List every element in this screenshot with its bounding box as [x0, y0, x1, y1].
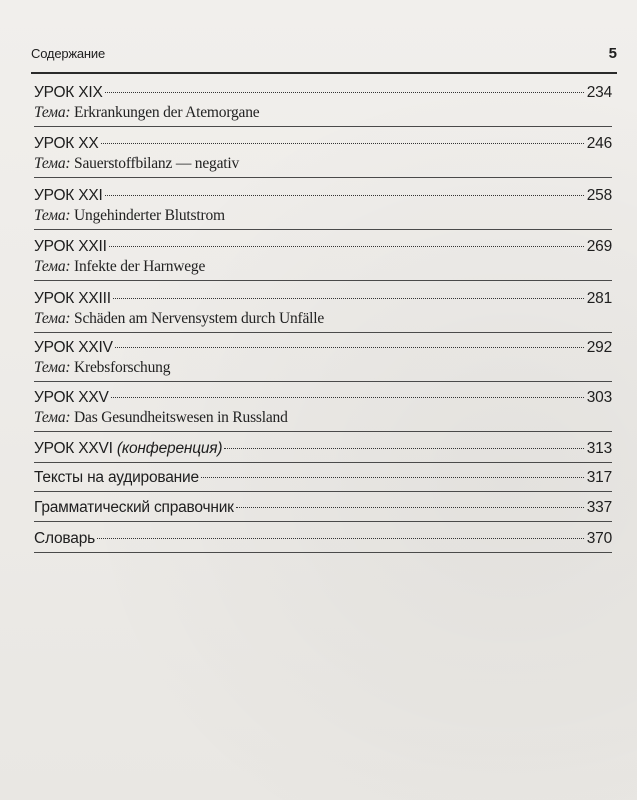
lesson-topic — [34, 207, 612, 227]
toc-entry-lesson-25 — [34, 389, 612, 429]
entry-divider — [34, 280, 612, 281]
lesson-topic — [34, 258, 612, 278]
topic-label: Тема: — [34, 104, 71, 121]
leader-dots — [111, 396, 584, 398]
topic-label: Тема: — [34, 207, 71, 224]
page-number: 370 — [586, 530, 612, 547]
lesson-title: УРОК XXV — [34, 389, 109, 406]
toc-entry-lesson-21 — [34, 187, 612, 227]
header-page-number: 5 — [608, 45, 617, 62]
page-number: 234 — [586, 84, 612, 101]
topic-label: Тема: — [34, 409, 71, 426]
section-title: Грамматический справочник — [34, 499, 234, 516]
entry-divider — [34, 381, 612, 382]
lesson-title: УРОК XXIII — [34, 290, 111, 307]
entry-divider — [34, 491, 612, 492]
page-number: 303 — [586, 389, 612, 406]
topic-label: Тема: — [34, 310, 71, 327]
lesson-topic — [34, 104, 612, 124]
running-header — [31, 46, 617, 68]
lesson-title: УРОК XXIV — [34, 339, 113, 356]
page-number: 258 — [586, 187, 612, 204]
entry-divider — [34, 177, 612, 178]
topic-label: Тема: — [34, 258, 71, 275]
lesson-title: УРОК XXI — [34, 187, 103, 204]
leader-dots — [224, 447, 584, 449]
toc-entry-audio-texts — [34, 469, 612, 489]
lesson-topic — [34, 359, 612, 379]
topic-text: Ungehinderter Blutstrom — [74, 207, 225, 224]
leader-dots — [105, 91, 584, 93]
topic-label: Тема: — [34, 359, 71, 376]
toc-entry-dictionary — [34, 530, 612, 550]
topic-label: Тема: — [34, 155, 71, 172]
header-rule — [31, 72, 617, 74]
page-number: 281 — [586, 290, 612, 307]
lesson-topic — [34, 155, 612, 175]
toc-entry-lesson-24 — [34, 339, 612, 379]
page-number: 317 — [586, 469, 612, 486]
topic-text: Das Gesundheitswesen in Russland — [74, 409, 288, 426]
leader-dots — [109, 245, 584, 247]
section-title: Тексты на аудирование — [34, 469, 199, 486]
lesson-title-suffix: (конференция) — [116, 440, 223, 457]
topic-text: Krebsforschung — [74, 359, 171, 376]
leader-dots — [101, 142, 584, 144]
page-number: 292 — [586, 339, 612, 356]
lesson-title: УРОК XIX — [34, 84, 103, 101]
leader-dots — [201, 476, 584, 478]
entry-divider — [34, 462, 612, 463]
entry-divider — [34, 229, 612, 230]
lesson-topic — [34, 310, 612, 330]
entry-divider — [34, 552, 612, 553]
toc-entry-lesson-20 — [34, 135, 612, 175]
topic-text: Erkrankungen der Atemorgane — [74, 104, 260, 121]
page-number: 337 — [586, 499, 612, 516]
topic-text: Sauerstoffbilanz — negativ — [74, 155, 240, 172]
lesson-title-text: УРОК XXVI — [34, 440, 113, 457]
toc-entry-lesson-22 — [34, 238, 612, 278]
lesson-title: УРОК XX — [34, 135, 99, 152]
entry-divider — [34, 126, 612, 127]
entry-divider — [34, 521, 612, 522]
toc-entry-grammar-reference — [34, 499, 612, 519]
lesson-title: УРОК XXII — [34, 238, 107, 255]
leader-dots — [115, 346, 584, 348]
lesson-title — [34, 440, 222, 458]
leader-dots — [113, 297, 584, 299]
topic-text: Schäden am Nervensystem durch Unfälle — [74, 310, 325, 327]
toc-entry-lesson-19 — [34, 84, 612, 124]
leader-dots — [236, 506, 584, 508]
entry-divider — [34, 332, 612, 333]
lesson-topic — [34, 409, 612, 429]
leader-dots — [97, 537, 584, 539]
page-number: 313 — [586, 440, 612, 457]
header-title: Содержание — [31, 46, 105, 61]
entry-divider — [34, 431, 612, 432]
page-number: 269 — [586, 238, 612, 255]
topic-text: Infekte der Harnwege — [74, 258, 206, 275]
section-title: Словарь — [34, 530, 96, 547]
toc-entry-lesson-26 — [34, 440, 612, 460]
page-number: 246 — [586, 135, 612, 152]
toc-entry-lesson-23 — [34, 290, 612, 330]
leader-dots — [105, 194, 584, 196]
